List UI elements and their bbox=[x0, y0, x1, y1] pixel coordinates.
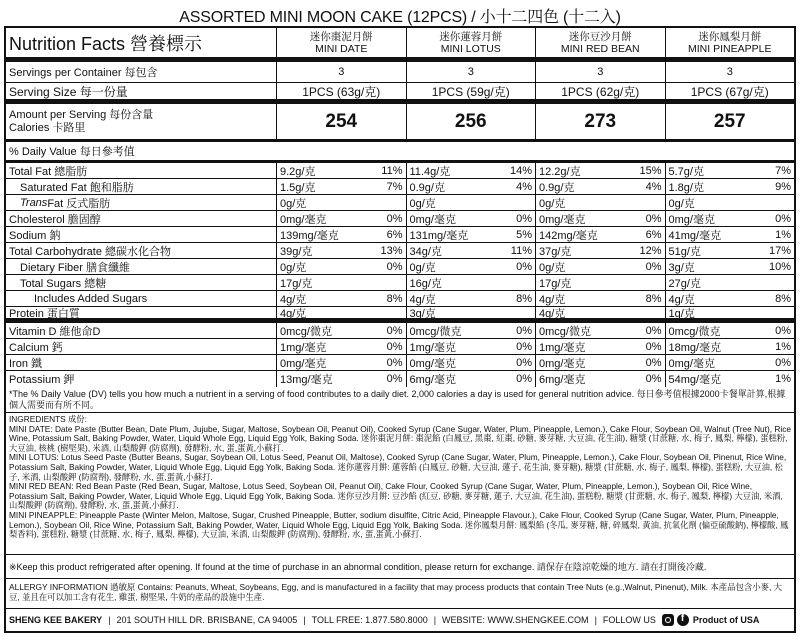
ingredients-item: MINI RED BEAN: Red Bean Paste (Red Bean, Sugar, Maltose, Lotus Seed, Soybean Oil, Peanut Oil), Cake Flour, Cooked Syrup (Cane Sugar, Water, Plum, Pineapple, Lemon.), Soybean Oil, Rice Wine, Potassium Salt, Baking Powder, Water, Liquid Whole Egg, Liquid Egg Yolk, Baking Soda. 迷你豆沙月餅: 豆沙餡 (紅豆, 砂糖, 麥芽糖, 蓮子, 大豆油, 花生油), 蛋糕粉, 糖漿 (甘蔗糖, 水, 梅子, 鳳梨, 檸檬) 大豆油, 米酒, 山梨酸鉀 (防腐劑), 發酵粉, 水, 蛋,蛋黃,小蘇打. bbox=[9, 481, 783, 511]
product-name-zh: 迷你鳳梨月餅 bbox=[698, 30, 762, 43]
nutrient-label: Saturated Fat 飽和脂肪 bbox=[20, 181, 134, 194]
nutrient-row bbox=[6, 371, 794, 387]
ingredients-heading: INGREDIENTS 成份: bbox=[9, 414, 87, 424]
nutrient-daily-value: 0% bbox=[386, 212, 403, 225]
nutrient-cell bbox=[276, 259, 406, 274]
nutrient-daily-value: 4% bbox=[516, 180, 532, 193]
nutrient-amount: 13mg/毫克 bbox=[280, 374, 333, 386]
nutrient-amount: 51g/克 bbox=[668, 245, 701, 258]
nutrient-daily-value: 0% bbox=[516, 260, 532, 273]
nutrient-amount: 17g/克 bbox=[539, 277, 572, 290]
nutrient-daily-value: 12% bbox=[639, 244, 662, 257]
nutrient-cell bbox=[665, 243, 795, 258]
nutrient-cell bbox=[665, 211, 795, 226]
nutrient-cell bbox=[535, 259, 665, 274]
nutrient-amount: 0mg/毫克 bbox=[539, 357, 586, 370]
nutrient-label: Trans Fat 反式脂肪 bbox=[20, 196, 111, 210]
nutrient-amount: 0g/克 bbox=[409, 261, 436, 274]
nutrient-daily-value: 14% bbox=[509, 164, 532, 177]
nutrient-row bbox=[6, 355, 794, 371]
footer bbox=[6, 609, 794, 631]
product-name-en: MINI PINEAPPLE bbox=[688, 42, 772, 55]
nutrient-amount: 4g/克 bbox=[539, 293, 566, 306]
product-name-zh: 迷你蓮蓉月餅 bbox=[439, 30, 503, 43]
separator: | bbox=[303, 615, 306, 625]
trans-italic-label: Trans bbox=[20, 196, 48, 209]
calories-title: Calories 卡路里 bbox=[9, 121, 86, 134]
nutrient-daily-value: 15% bbox=[639, 164, 662, 177]
nutrient-cell bbox=[535, 243, 665, 258]
nutrient-amount: 4g/克 bbox=[539, 307, 566, 320]
nutrient-amount: 0mg/毫克 bbox=[409, 213, 456, 226]
nutrient-daily-value: 1% bbox=[775, 373, 791, 385]
website: WEBSITE: WWW.SHENGKEE.COM bbox=[442, 615, 589, 625]
nutrient-amount: 1mg/毫克 bbox=[409, 341, 456, 354]
nutrient-cell bbox=[276, 195, 406, 210]
nutrient-cell bbox=[406, 227, 536, 242]
ingredients-item: MINI PINEAPPLE: Pineapple Paste (Winter Melon, Maltose, Sugar, Crushed Pineapple, Butter, sodium disulfite, Citric Acid, Pineapple Flavour.), Cake Flour, Cooked Syrup (Cane Sugar, Water, Plum, Pineapple, Lemon.), Soybean Oil, Rice Wine, Potassium Salt, Baking Powder, Water, Liquid Whole Egg, Liquid Egg Yolk, Baking Soda. 迷你鳳梨月餅: 鳳梨餡 (冬瓜, 麥芽糖, 糖, 碎鳳梨, 黃油, 抗氧化劑 (偏亞硫酸鈉), 檸檬酸, 鳳梨香料), 蛋糕粉, 糖漿 (甘蔗糖, 水, 梅子, 鳳梨, 檸檬), 大豆油, 米酒, 山梨酸鉀 (防腐劑), 發酵粉, 水, 蛋,蛋黃,小蘇打. bbox=[9, 509, 789, 540]
nutrient-cell bbox=[535, 371, 665, 387]
header-row bbox=[6, 28, 794, 62]
nutrient-amount: 139mg/毫克 bbox=[280, 229, 339, 242]
nutrient-label: Dietary Fiber 膳食纖維 bbox=[20, 261, 131, 274]
servings-row bbox=[6, 62, 794, 83]
nutrient-daily-value: 0% bbox=[386, 260, 403, 273]
nutrient-amount: 1.5g/克 bbox=[280, 181, 316, 194]
nutrient-amount: 3g/克 bbox=[668, 261, 695, 274]
nutrient-daily-value: 0% bbox=[645, 356, 662, 369]
nutrient-cell bbox=[665, 307, 795, 318]
nutrient-amount: 9.2g/克 bbox=[280, 165, 316, 178]
nutrient-daily-value: 7% bbox=[386, 180, 403, 193]
nutrient-daily-value: 0% bbox=[645, 212, 662, 225]
nutrient-amount: 27g/克 bbox=[668, 277, 701, 290]
nutrient-amount: 41mg/毫克 bbox=[668, 229, 722, 242]
ingredients-item: MINI LOTUS: Lotus Seed Paste (Butter Beans, Sugar, Soybean Oil, Lotus Seed, Peanut Oil, Maltose), Cooked Syrup (Cane Sugar, Water, Plum, Pineapple, Lemon.), Cake Flour, Soybean Oil, Pinenut, Rice Wine, Potassium Salt, Baking Powder, Water, Liquid Whole Egg, Liquid Egg Yolk, Baking Soda. 迷你蓮蓉月餅: 蓮蓉餡 (白鳳豆, 砂糖, 大豆油, 蓮子, 花生油, 麥芽糖), 糖漿 (甘蔗糖, 水, 梅子, 鳳梨, 檸檬), 蛋糕粉, 大豆油, 松子, 米酒, 山梨酸鉀 (防腐劑), 發酵粉, 水, 蛋,蛋黃,小蘇打. bbox=[9, 452, 787, 482]
nutrient-cell bbox=[535, 275, 665, 290]
nutrient-daily-value: 11% bbox=[510, 244, 532, 257]
nutrient-daily-value: 4% bbox=[645, 180, 662, 193]
product-header bbox=[276, 28, 406, 57]
nutrition-facts-heading: Nutrition Facts 營養標示 bbox=[9, 33, 203, 54]
nutrient-daily-value: 0% bbox=[516, 212, 532, 225]
nutrition-facts-panel bbox=[4, 26, 796, 633]
nutrient-cell bbox=[535, 163, 665, 178]
product-title: ASSORTED MINI MOON CAKE (12PCS) / 小十二四色 (十二入) bbox=[179, 9, 621, 26]
social-icons bbox=[662, 614, 689, 626]
nutrient-row bbox=[6, 307, 794, 323]
nutrient-cell bbox=[276, 163, 406, 178]
product-name-en: MINI LOTUS bbox=[440, 42, 501, 55]
nutrient-amount: 3g/克 bbox=[409, 307, 436, 320]
nutrient-daily-value: 8% bbox=[386, 292, 403, 305]
nutrient-cell bbox=[535, 227, 665, 242]
product-name-en: MINI DATE bbox=[315, 42, 368, 55]
nutrient-row bbox=[6, 179, 794, 195]
nutrient-daily-value: 0% bbox=[516, 324, 532, 337]
nutrient-cell bbox=[535, 355, 665, 370]
nutrient-amount: 0mcg/微克 bbox=[280, 325, 332, 338]
nutrient-amount: 6mg/毫克 bbox=[539, 374, 586, 386]
nutrient-amount: 0g/克 bbox=[668, 197, 695, 210]
nutrient-cell bbox=[665, 163, 795, 178]
nutrient-row bbox=[6, 211, 794, 227]
nutrient-row bbox=[6, 243, 794, 259]
nutrient-label: Iron 鐵 bbox=[9, 357, 43, 370]
nutrient-cell bbox=[406, 259, 536, 274]
nutrient-cell bbox=[535, 179, 665, 194]
calories-row bbox=[6, 104, 794, 142]
nutrient-amount: 0g/克 bbox=[409, 197, 436, 210]
storage-note: ※Keep this product refrigerated after opening. If found at the time of purchase in an abnormal condition, please return for exchange. 請保存在陰涼乾燥的地方. 請在打開後冷藏. bbox=[6, 555, 794, 579]
nutrient-amount: 0g/克 bbox=[539, 261, 566, 274]
nutrient-amount: 142mg/毫克 bbox=[539, 229, 598, 242]
nutrient-cell bbox=[665, 371, 795, 387]
nutrient-cell bbox=[406, 275, 536, 290]
nutrient-amount: 0mcg/微克 bbox=[668, 325, 721, 338]
nutrient-amount: 4g/克 bbox=[409, 293, 436, 306]
nutrient-cell bbox=[276, 371, 406, 387]
servings-value: 3 bbox=[665, 62, 795, 82]
nutrient-row bbox=[6, 259, 794, 275]
nutrient-label: Potassium 鉀 bbox=[9, 374, 75, 386]
nutrient-cell bbox=[665, 339, 795, 354]
calories-value: 257 bbox=[665, 104, 795, 139]
nutrient-amount: 39g/克 bbox=[280, 245, 313, 258]
nutrient-daily-value: 0% bbox=[645, 373, 662, 385]
nutrient-cell bbox=[665, 323, 795, 338]
nutrient-cell bbox=[276, 307, 406, 318]
nutrient-amount: 12.2g/克 bbox=[539, 165, 581, 178]
nutrient-daily-value: 0% bbox=[775, 324, 791, 337]
nutrient-amount: 1mg/毫克 bbox=[280, 341, 327, 354]
nutrient-row bbox=[6, 339, 794, 355]
nutrient-daily-value: 0% bbox=[645, 340, 662, 353]
nutrient-amount: 54mg/毫克 bbox=[668, 374, 722, 386]
nutrient-daily-value: 0% bbox=[386, 340, 403, 353]
nutrient-cell bbox=[276, 355, 406, 370]
nutrient-label: Vitamin D 維他命D bbox=[9, 325, 101, 338]
ingredients-item: MINI DATE: Date Paste (Butter Bean, Date Plum, Jujube, Sugar, Maltose, Soybean Oil, Peanut Oil), Cooked Syrup (Cane Sugar, Water, Plum, Pineapple, Lemon.), Cake Flour, Soybean Oil, Walnut (Tree Nut), Rice Wine, Potassium Salt, Baking Powder, Water, Liquid Whole Egg, Liquid Egg Yolk, Baking Soda. 迷你棗泥月餅: 棗泥餡 (白鳳豆, 黑棗, 紅棗, 砂糖, 麥芽糖, 大豆油, 花生油), 糖漿 (甘蔗糖, 水, 梅子, 鳳梨, 檸檬), 蛋糕粉, 大豆油, 核桃 (樹堅果), 米酒, 山梨酸鉀 (防腐劑), 發酵粉, 水, 蛋,蛋黃,小蘇打. bbox=[9, 423, 791, 453]
nutrient-cell bbox=[535, 323, 665, 338]
nutrient-amount: 0mg/毫克 bbox=[280, 357, 327, 370]
nutrient-cell bbox=[535, 339, 665, 354]
nutrient-amount: 0mcg/微克 bbox=[409, 325, 462, 338]
nutrient-daily-value: 8% bbox=[775, 292, 791, 305]
nutrient-daily-value: 1% bbox=[775, 340, 791, 353]
nutrient-amount: 17g/克 bbox=[280, 277, 313, 290]
nutrient-cell bbox=[665, 195, 795, 210]
nutrient-cell bbox=[276, 211, 406, 226]
nutrient-cell bbox=[276, 179, 406, 194]
nutrient-daily-value: 7% bbox=[775, 164, 791, 177]
nutrient-amount: 4g/克 bbox=[280, 293, 307, 306]
nutrient-cell bbox=[276, 339, 406, 354]
nutrient-amount: 0mg/毫克 bbox=[539, 213, 586, 226]
nutrient-daily-value: 0% bbox=[516, 373, 532, 385]
nutrient-cell bbox=[406, 339, 536, 354]
product-name-en: MINI RED BEAN bbox=[560, 42, 640, 55]
nutrient-amount: 0mg/毫克 bbox=[409, 357, 456, 370]
product-header bbox=[535, 28, 665, 57]
nutrient-daily-value: 9% bbox=[775, 180, 791, 193]
servings-value: 3 bbox=[535, 62, 665, 82]
nutrient-cell bbox=[406, 211, 536, 226]
product-origin: Product of USA bbox=[692, 615, 760, 625]
servings-value: 3 bbox=[276, 62, 406, 82]
nutrient-cell bbox=[406, 195, 536, 210]
nutrient-cell bbox=[406, 243, 536, 258]
nutrient-cell bbox=[665, 355, 795, 370]
nutrient-cell bbox=[276, 275, 406, 290]
nutrient-cell bbox=[406, 179, 536, 194]
servings-value: 3 bbox=[406, 62, 536, 82]
nutrient-amount: 0mg/毫克 bbox=[280, 213, 327, 226]
nutrient-label: Calcium 鈣 bbox=[9, 341, 63, 354]
nutrient-label: Includes Added Sugars bbox=[34, 292, 148, 305]
serving-size-value: 1PCS (67g/克) bbox=[665, 83, 795, 99]
calories-value: 273 bbox=[535, 104, 665, 139]
nutrient-row bbox=[6, 275, 794, 291]
amount-per-serving-label: Amount per Serving 每份含量 bbox=[9, 108, 154, 121]
nutrient-rows bbox=[6, 163, 794, 387]
nutrient-label: Total Carbohydrate 總碳水化合物 bbox=[9, 245, 171, 258]
nutrient-label: Total Sugars 總糖 bbox=[20, 277, 107, 290]
nutrient-amount: 6mg/毫克 bbox=[409, 374, 456, 386]
nutrient-amount: 0mg/毫克 bbox=[668, 357, 715, 370]
daily-value-heading: % Daily Value 每日參考值 bbox=[9, 146, 135, 158]
nutrient-cell bbox=[665, 275, 795, 290]
nutrient-amount: 0mcg/微克 bbox=[539, 325, 591, 338]
nutrient-cell bbox=[535, 211, 665, 226]
nutrient-daily-value: 0% bbox=[386, 324, 403, 337]
nutrient-amount: 1mg/毫克 bbox=[539, 341, 586, 354]
nutrient-amount: 18mg/毫克 bbox=[668, 341, 722, 354]
serving-size-row bbox=[6, 83, 794, 104]
nutrient-daily-value: 0% bbox=[386, 356, 403, 369]
nutrient-amount: 34g/克 bbox=[409, 245, 442, 258]
nutrient-daily-value: 0% bbox=[775, 212, 791, 225]
nutrient-cell bbox=[406, 307, 536, 318]
servings-label: Servings per Container 每包含 bbox=[9, 67, 158, 79]
nutrient-cell bbox=[276, 227, 406, 242]
nutrient-daily-value: 6% bbox=[386, 228, 403, 241]
nutrient-daily-value: 11% bbox=[381, 164, 403, 177]
nutrient-amount: 5.7g/克 bbox=[668, 165, 704, 178]
allergy-information: ALLERGY INFORMATION 過敏原 Contains: Peanuts, Wheat, Soybeans, Egg, and is manufactured in a facility that may process products that contain Tree Nuts (e.g.,Walnut, Pinenut), Milk. 本產品包含小麥, 大豆, 並且在可以加工含有花生, 雞蛋, 樹堅果, 牛奶的產品的設施中生產. bbox=[6, 579, 794, 609]
nutrient-amount: 16g/克 bbox=[409, 277, 442, 290]
follow-us-label: FOLLOW US bbox=[602, 615, 656, 625]
nutrient-amount: 0.9g/克 bbox=[539, 181, 575, 194]
product-name-zh: 迷你棗泥月餅 bbox=[309, 30, 373, 43]
instagram-icon bbox=[662, 614, 674, 626]
product-header bbox=[406, 28, 536, 57]
ingredients-section bbox=[6, 413, 794, 555]
nutrient-cell bbox=[406, 323, 536, 338]
calories-label bbox=[6, 104, 276, 139]
nutrient-amount: 131mg/毫克 bbox=[409, 229, 469, 242]
nutrient-cell bbox=[665, 179, 795, 194]
nutrient-daily-value: 0% bbox=[645, 260, 662, 273]
nutrient-label: Sodium 鈉 bbox=[9, 229, 61, 242]
nutrient-cell bbox=[535, 195, 665, 210]
daily-value-footnote: *The % Daily Value (DV) tells you how much a nutrient in a serving of food contributes to a daily diet. 2,000 calories a day is used for general nutrition advice. 每日參考值根據2000卡餐單計算,根據個人需要而有所不同。 bbox=[6, 387, 794, 413]
serving-size-value: 1PCS (63g/克) bbox=[276, 83, 406, 99]
nutrient-cell bbox=[406, 163, 536, 178]
nutrient-daily-value: 0% bbox=[516, 356, 532, 369]
toll-free-phone: TOLL FREE: 1.877.580.8000 bbox=[311, 615, 428, 625]
nutrient-daily-value: 0% bbox=[386, 373, 403, 385]
product-header bbox=[665, 28, 795, 57]
nutrient-amount: 0g/克 bbox=[280, 197, 307, 210]
nutrient-daily-value: 10% bbox=[768, 260, 791, 273]
separator: | bbox=[594, 615, 597, 625]
calories-value: 256 bbox=[406, 104, 536, 139]
nutrient-amount: 0mg/毫克 bbox=[668, 213, 715, 226]
nutrient-label: Total Fat 總脂肪 bbox=[9, 165, 88, 178]
company-address: 201 SOUTH HILL DR. BRISBANE, CA 94005 bbox=[116, 615, 298, 625]
nutrition-label bbox=[4, 4, 796, 634]
nutrient-daily-value: 0% bbox=[516, 340, 532, 353]
nutrient-cell bbox=[276, 243, 406, 258]
nutrient-row bbox=[6, 323, 794, 339]
nutrient-amount: 0.9g/克 bbox=[409, 181, 445, 194]
nutrient-cell bbox=[406, 371, 536, 387]
facebook-icon bbox=[677, 614, 689, 626]
nutrient-amount: 37g/克 bbox=[539, 245, 572, 258]
nutrient-amount: 0g/克 bbox=[539, 197, 566, 210]
nutrient-amount: 4g/克 bbox=[280, 307, 307, 320]
nutrient-amount: 11.4g/克 bbox=[409, 165, 451, 178]
product-name-zh: 迷你豆沙月餅 bbox=[568, 30, 632, 43]
nutrient-cell bbox=[665, 227, 795, 242]
company-name: SHENG KEE BAKERY bbox=[9, 615, 103, 625]
calories-value: 254 bbox=[276, 104, 406, 139]
nutrient-cell bbox=[665, 259, 795, 274]
nutrient-row bbox=[6, 227, 794, 243]
nutrient-daily-value: 17% bbox=[768, 244, 791, 257]
nutrient-daily-value: 8% bbox=[645, 292, 662, 305]
nutrient-daily-value: 1% bbox=[775, 228, 791, 241]
nutrient-row bbox=[6, 163, 794, 179]
serving-size-value: 1PCS (59g/克) bbox=[406, 83, 536, 99]
nutrient-daily-value: 5% bbox=[516, 228, 532, 241]
separator: | bbox=[433, 615, 437, 625]
nutrient-daily-value: 0% bbox=[775, 356, 791, 369]
nutrient-amount: 1g/克 bbox=[668, 307, 695, 320]
nutrient-amount: 1.8g/克 bbox=[668, 181, 704, 194]
nutrient-amount: 0g/克 bbox=[280, 261, 307, 274]
serving-size-value: 1PCS (62g/克) bbox=[535, 83, 665, 99]
nutrient-daily-value: 8% bbox=[516, 292, 532, 305]
nutrient-daily-value: 13% bbox=[380, 244, 403, 257]
nutrient-label: Cholesterol 膽固醇 bbox=[9, 213, 101, 226]
nutrient-daily-value: 0% bbox=[645, 324, 662, 337]
separator: | bbox=[108, 615, 111, 625]
nutrient-cell bbox=[535, 307, 665, 318]
nutrient-cell bbox=[276, 323, 406, 338]
daily-value-heading-row bbox=[6, 142, 794, 163]
nutrient-cell bbox=[406, 355, 536, 370]
nutrient-daily-value: 6% bbox=[645, 228, 662, 241]
nutrient-row bbox=[6, 195, 794, 211]
nutrient-amount: 4g/克 bbox=[668, 293, 695, 306]
nutrient-label: Protein 蛋白質 bbox=[9, 307, 80, 320]
serving-size-label: Serving Size 每一份量 bbox=[9, 84, 128, 99]
